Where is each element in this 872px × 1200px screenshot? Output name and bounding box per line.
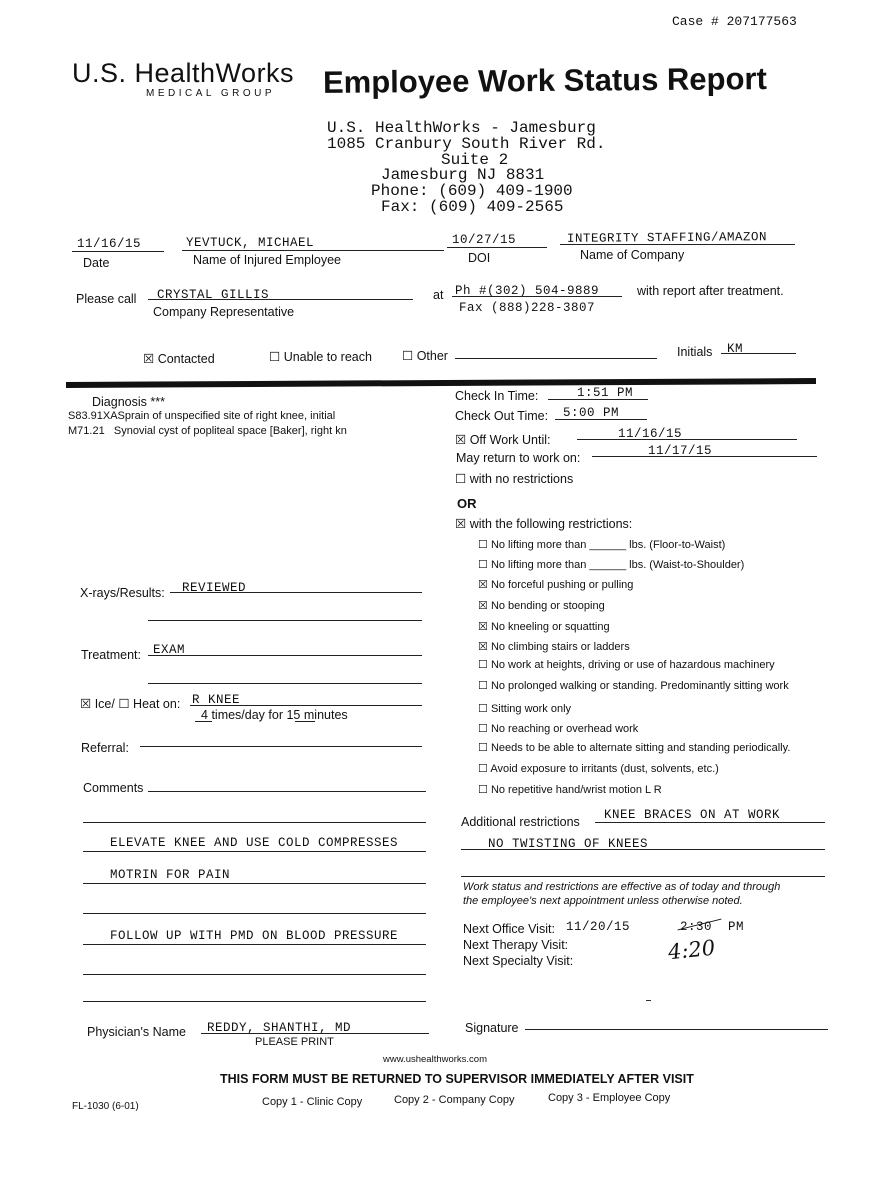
restriction-checkbox[interactable]: ☒ — [478, 579, 488, 591]
diagnosis-label: Diagnosis *** — [92, 395, 165, 409]
restriction-checkbox[interactable]: ☐ — [478, 703, 488, 715]
office-visit-pm: PM — [728, 920, 745, 934]
restriction-checkbox[interactable]: ☐ — [478, 680, 488, 692]
page-title: Employee Work Status Report — [322, 61, 767, 100]
unable-option: ☐ Unable to reach — [269, 350, 372, 364]
minutes-value: 15 — [286, 708, 301, 722]
restriction-item: ☐ Needs to be able to alternate sitting and standing periodically. — [478, 742, 791, 754]
office-visit-time: 2:30 — [680, 920, 713, 934]
rep-label: Company Representative — [153, 305, 295, 319]
xrays-label: X-rays/Results: — [80, 586, 165, 600]
restriction-checkbox[interactable]: ☐ — [478, 742, 488, 754]
please-call-label: Please call — [76, 292, 137, 306]
restriction-checkbox[interactable]: ☐ — [478, 784, 488, 796]
company-label: Name of Company — [580, 248, 685, 262]
clinic-line4: Jamesburg NJ 8831 — [381, 166, 545, 184]
ice-frequency: 4 times/day for 15 minutes — [201, 708, 348, 722]
diagnosis-row-1: S83.91XASprain of unspecified site of right knee, initial — [68, 410, 336, 422]
clinic-line2: 1085 Cranbury South River Rd. — [327, 135, 606, 153]
no-restrictions-checkbox[interactable]: ☐ — [455, 472, 467, 486]
with-restrictions-row: ☒ with the following restrictions: — [455, 517, 633, 531]
restriction-checkbox[interactable]: ☐ — [478, 559, 488, 571]
other-checkbox[interactable]: ☐ — [402, 349, 414, 363]
checkin-label: Check In Time: — [455, 389, 539, 403]
ice-checkbox[interactable]: ☒ — [80, 697, 92, 711]
offwork-value: 11/16/15 — [618, 427, 683, 441]
return-value: 11/17/15 — [648, 444, 713, 458]
comment-line-1: ELEVATE KNEE AND USE COLD COMPRESSES — [110, 836, 399, 850]
company-value: INTEGRITY STAFFING/AMAZON — [566, 230, 768, 246]
return-label: May return to work on: — [456, 451, 581, 465]
referral-label: Referral: — [81, 741, 129, 755]
comment-line-3: FOLLOW UP WITH PMD ON BLOOD PRESSURE — [110, 929, 399, 943]
logo-name: U.S. HealthWorks — [72, 58, 295, 88]
with-report-label: with report after treatment. — [637, 284, 784, 298]
initials-label: Initials — [677, 345, 713, 359]
clinic-fax: Fax: (609) 409-2565 — [381, 198, 564, 216]
restriction-item: ☒ No kneeling or squatting — [478, 621, 610, 633]
at-label: at — [433, 288, 444, 302]
website-link[interactable]: www.ushealthworks.com — [383, 1054, 488, 1065]
restriction-item: ☐ Avoid exposure to irritants (dust, solvents, etc.) — [478, 763, 719, 775]
physician-value: REDDY, SHANTHI, MD — [207, 1021, 352, 1035]
form-number: FL-1030 (6-01) — [72, 1101, 139, 1112]
office-visit-label: Next Office Visit: — [463, 922, 555, 936]
times-value: 4 — [201, 708, 208, 722]
notice-line-2: the employee's next appointment unless otherwise noted. — [463, 895, 743, 907]
restriction-item: ☐ No prolonged walking or standing. Predominantly sitting work — [478, 680, 789, 692]
office-visit-date: 11/20/15 — [566, 920, 631, 934]
rep-phone-value: Ph #(302) 504-9889 — [455, 284, 600, 298]
diagnosis-row-2: M71.21 Synovial cyst of popliteal space [Baker], right kn — [68, 425, 347, 437]
other-option: ☐ Other — [402, 349, 448, 363]
restriction-checkbox[interactable]: ☒ — [478, 621, 488, 633]
restriction-checkbox[interactable]: ☒ — [478, 641, 488, 653]
employee-name-label: Name of Injured Employee — [193, 253, 341, 267]
ice-heat-row: ☒ Ice/ ☐ Heat on: — [80, 697, 181, 711]
clinic-line1: U.S. HealthWorks - Jamesburg — [327, 119, 596, 137]
contacted-option: ☒ Contacted — [143, 352, 215, 366]
checkin-value: 1:51 PM — [577, 386, 634, 400]
employee-name-value: YEVTUCK, MICHAEL — [186, 236, 315, 250]
restriction-checkbox[interactable]: ☐ — [478, 659, 488, 671]
rep-value: CRYSTAL GILLIS — [157, 288, 270, 302]
comment-line-2: MOTRIN FOR PAIN — [110, 868, 231, 882]
checkout-label: Check Out Time: — [455, 409, 549, 423]
restriction-item: ☐ No lifting more than ______ lbs. (Waist-to-Shoulder) — [478, 559, 745, 571]
unable-checkbox[interactable]: ☐ — [269, 350, 281, 364]
section-divider — [66, 378, 816, 388]
restriction-item: ☐ Sitting work only — [478, 703, 572, 715]
specialty-visit-label: Next Specialty Visit: — [463, 954, 574, 968]
restriction-checkbox[interactable]: ☒ — [478, 600, 488, 612]
restriction-item: ☒ No bending or stooping — [478, 600, 605, 612]
additional-line-2: NO TWISTING OF KNEES — [488, 837, 649, 851]
clinic-line3: Suite 2 — [441, 151, 509, 169]
heat-location-value: R KNEE — [192, 693, 241, 707]
doi-label: DOI — [468, 251, 491, 265]
restriction-item: ☒ No forceful pushing or pulling — [478, 579, 634, 591]
doi-value: 10/27/15 — [452, 233, 517, 247]
signature-label: Signature — [465, 1021, 519, 1035]
please-print-label: PLEASE PRINT — [255, 1036, 334, 1048]
restriction-item: ☒ No climbing stairs or ladders — [478, 641, 630, 653]
clinic-phone: Phone: (609) 409-1900 — [371, 182, 573, 200]
stray-mark — [646, 1000, 651, 1001]
no-restrictions-row: ☐ with no restrictions — [455, 472, 574, 486]
heat-checkbox[interactable]: ☐ — [118, 697, 130, 711]
logo-subtitle: MEDICAL GROUP — [146, 88, 276, 99]
case-number: Case # 207177563 — [672, 14, 797, 29]
comments-label: Comments — [83, 781, 144, 795]
restriction-item: ☐ No reaching or overhead work — [478, 723, 639, 735]
restriction-item: ☐ No lifting more than ______ lbs. (Floor-to-Waist) — [478, 539, 726, 551]
date-label: Date — [83, 256, 110, 270]
initials-value: KM — [727, 342, 744, 356]
offwork-checkbox[interactable]: ☒ — [455, 433, 467, 447]
date-value: 11/16/15 — [77, 237, 142, 251]
restriction-checkbox[interactable]: ☐ — [478, 539, 488, 551]
treatment-value: EXAM — [153, 643, 186, 657]
restriction-checkbox[interactable]: ☐ — [478, 723, 488, 735]
restriction-item: ☐ No repetitive hand/wrist motion L R — [478, 784, 662, 796]
copy-2: Copy 2 - Company Copy — [394, 1094, 515, 1106]
notice-line-1: Work status and restrictions are effective as of today and through — [463, 881, 781, 893]
signature-line[interactable] — [525, 1029, 828, 1030]
copy-1: Copy 1 - Clinic Copy — [262, 1096, 363, 1108]
offwork-row: ☒ Off Work Until: — [455, 433, 551, 447]
restriction-checkbox[interactable]: ☐ — [478, 763, 488, 775]
restriction-item: ☐ No work at heights, driving or use of hazardous machinery — [478, 659, 775, 671]
additional-label: Additional restrictions — [461, 815, 580, 829]
contacted-checkbox[interactable]: ☒ — [143, 352, 155, 366]
with-restrictions-checkbox[interactable]: ☒ — [455, 517, 467, 531]
additional-line-1: KNEE BRACES ON AT WORK — [604, 808, 781, 822]
rep-fax-value: Fax (888)228-3807 — [459, 301, 596, 315]
treatment-label: Treatment: — [81, 648, 141, 662]
return-notice: THIS FORM MUST BE RETURNED TO SUPERVISOR IMMEDIATELY AFTER VISIT — [220, 1072, 694, 1086]
or-label: OR — [457, 496, 477, 511]
handwritten-visit-time: 4:20 — [666, 935, 717, 965]
copy-3: Copy 3 - Employee Copy — [548, 1092, 671, 1104]
xrays-value: REVIEWED — [182, 581, 247, 595]
checkout-value: 5:00 PM — [563, 406, 620, 420]
physician-label: Physician's Name — [87, 1025, 186, 1039]
therapy-visit-label: Next Therapy Visit: — [463, 938, 569, 952]
